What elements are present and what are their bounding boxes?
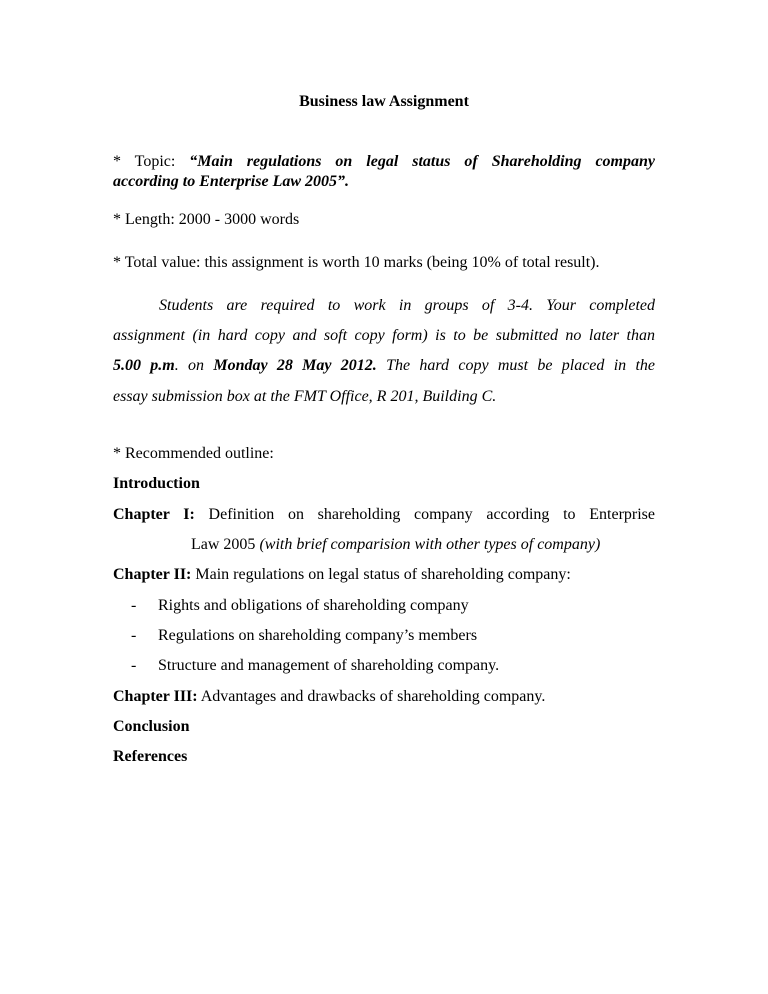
outline-bullet-2 xyxy=(131,626,477,646)
bullet-text: Rights and obligations of shareholding company xyxy=(158,597,469,614)
instructions-line-3 xyxy=(113,356,655,376)
outline-chapter-2 xyxy=(113,565,655,585)
topic-title: “Main regulations on legal status of Shareholding company xyxy=(189,153,656,170)
bullet-dash: - xyxy=(131,597,137,614)
outline-label: * Recommended outline: xyxy=(113,445,274,462)
outline-references: References xyxy=(113,748,188,765)
bullet-text: Structure and management of shareholding company. xyxy=(158,657,500,674)
outline-chapter-1-cont xyxy=(191,535,655,555)
outline-chapter-3 xyxy=(113,687,655,707)
chapter-1-cont-text: Law 2005 xyxy=(191,536,260,553)
total-value-line: * Total value: this assignment is worth 10 marks (being 10% of total result). xyxy=(113,254,600,271)
chapter-2-text: Main regulations on legal status of shareholding company: xyxy=(191,566,571,583)
outline-bullet-1 xyxy=(131,596,469,616)
chapter-3-text: Advantages and drawbacks of shareholding company. xyxy=(197,688,546,705)
length-line: * Length: 2000 - 3000 words xyxy=(113,211,300,228)
instructions-line-1: Students are required to work in groups of 3-4. Your completed xyxy=(159,297,655,314)
deadline-time: 5.00 p.m xyxy=(113,357,175,374)
document-title: Business law Assignment xyxy=(299,93,469,110)
bullet-dash: - xyxy=(131,657,137,674)
chapter-1-text: Definition on shareholding company according to Enterprise xyxy=(194,506,655,523)
bullet-text: Regulations on shareholding company’s members xyxy=(158,627,478,644)
topic-prefix: * Topic: xyxy=(113,153,190,170)
instructions-line-3-rest: The hard copy must be placed in the xyxy=(376,357,656,374)
instructions-line-2: assignment (in hard copy and soft copy form) is to be submitted no later than xyxy=(113,327,655,344)
chapter-1-note: (with brief comparision with other types of company) xyxy=(259,536,601,553)
chapter-3-label: Chapter III: xyxy=(113,688,198,705)
chapter-2-label: Chapter II: xyxy=(113,566,192,583)
outline-conclusion: Conclusion xyxy=(113,718,190,735)
instructions-line-4: essay submission box at the FMT Office, R 201, Building C. xyxy=(113,388,497,405)
chapter-1-label: Chapter I: xyxy=(113,506,195,523)
bullet-dash: - xyxy=(131,627,137,644)
topic-line-2: according to Enterprise Law 2005”. xyxy=(113,173,350,190)
deadline-date: Monday 28 May 2012. xyxy=(213,357,377,374)
outline-bullet-3 xyxy=(131,656,499,676)
outline-introduction: Introduction xyxy=(113,475,200,492)
deadline-on: . on xyxy=(174,357,214,374)
topic-line-1 xyxy=(113,152,655,172)
outline-chapter-1 xyxy=(113,505,655,525)
